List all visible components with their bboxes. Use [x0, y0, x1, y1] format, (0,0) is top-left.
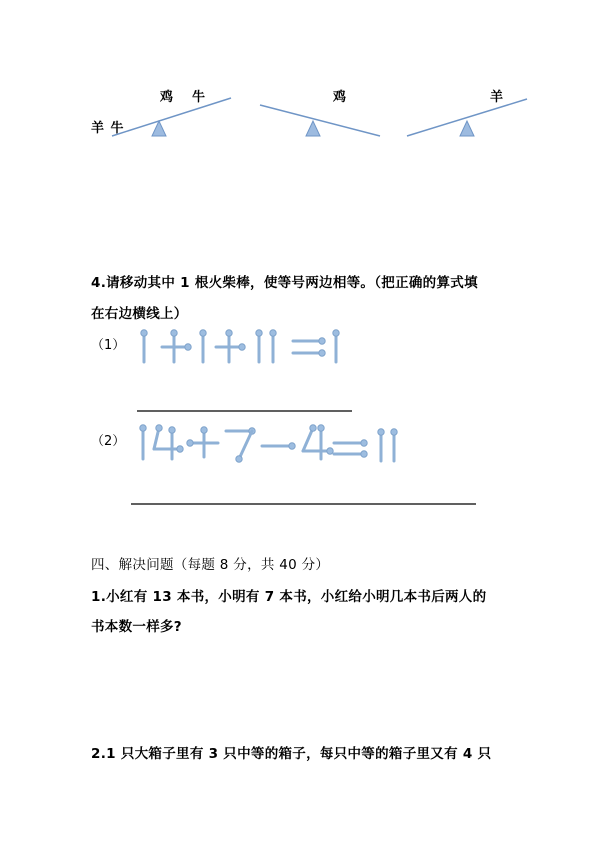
scale-left-top-left-label: 鸡 [160, 90, 175, 105]
scale-left-bottom-label: 羊 牛 [91, 121, 125, 136]
q4-text-line1: 4.请移动其中 1 根火柴棒，使等号两边相等。（把正确的算式填 [91, 275, 478, 291]
scale-middle-top-label: 鸡 [333, 90, 348, 105]
q4-item2-label: （2） [91, 434, 126, 449]
scale-left-top-right-label: 牛 [192, 90, 207, 105]
problem2-line1: 2.1 只大箱子里有 3 只中等的箱子，每只中等的箱子里又有 4 只 [91, 746, 492, 762]
q4-text-line2: 在右边横线上） [91, 306, 188, 322]
problem1-line2: 书本数一样多? [91, 619, 182, 635]
scale-right-top-label: 羊 [490, 90, 505, 105]
problem1-line1: 1.小红有 13 本书，小明有 7 本书，小红给小明几本书后两人的 [91, 589, 487, 605]
section4-heading: 四、解决问题（每题 8 分，共 40 分） [91, 557, 330, 573]
q4-item1-label: （1） [91, 338, 126, 353]
